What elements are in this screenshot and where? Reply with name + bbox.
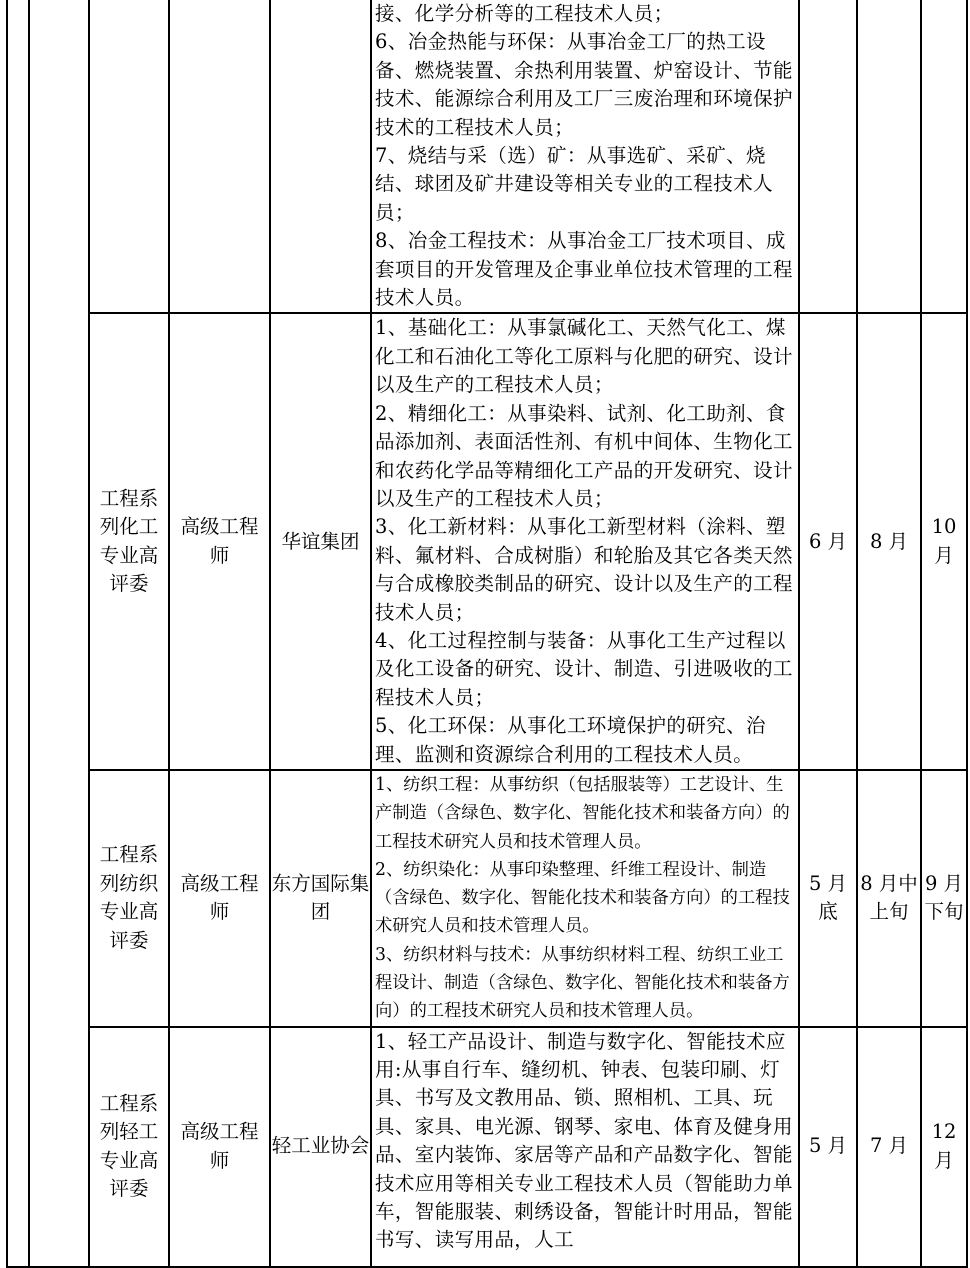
scope-cell <box>371 770 799 1027</box>
date-value: 上旬 <box>869 900 909 924</box>
scope-cell <box>371 313 799 770</box>
organizer-cell <box>270 0 371 313</box>
committee-name: 评委 <box>109 572 149 596</box>
date-value: 8 月中 <box>860 871 918 895</box>
organizer-cell <box>270 313 371 770</box>
committee-name: 工程系 <box>99 486 159 510</box>
title-level: 师 <box>209 543 230 567</box>
scope-item: 6、冶金热能与环保：从事冶金工厂的热工设备、燃烧装置、余热利用装置、炉窑设计、节能技术、能源综合利用及工厂三废治理和环境保护技术的工程技术人员； <box>375 30 793 139</box>
date-value: 下旬 <box>924 900 964 924</box>
date-value: 底 <box>818 900 838 924</box>
level-cell <box>169 1027 270 1267</box>
committee-cell <box>89 313 169 770</box>
committee-cell <box>89 1027 169 1267</box>
date-value: 12 月 <box>931 1120 957 1172</box>
date-value: 6 月 <box>808 529 848 553</box>
committee-name: 评委 <box>109 928 149 952</box>
date-cell <box>799 0 857 313</box>
committee-name: 列纺织 <box>99 871 159 895</box>
date-value: 7 月 <box>869 1134 909 1158</box>
committee-cell <box>89 0 169 313</box>
committee-name: 列轻工 <box>99 1120 159 1144</box>
organizer-name: 华谊集团 <box>281 529 360 553</box>
date-cell <box>857 0 921 313</box>
organizer-cell <box>270 1027 371 1267</box>
scope-cell <box>371 1027 799 1267</box>
date-cell <box>857 770 921 1027</box>
scope-item: 2、纺织染化：从事印染整理、纤维工程设计、制造（含绿色、数字化、智能化技术和装备方向）的工程技术研究人员和技术管理人员。 <box>375 859 790 937</box>
date-value: 9 月 <box>924 871 964 895</box>
table-row <box>7 313 967 770</box>
scope-item: 接、化学分析等的工程技术人员； <box>375 2 674 25</box>
scope-item: 2、精细化工：从事染料、试剂、化工助剂、食品添加剂、表面活性剂、有机中间体、生物化工和农药化学品等精细化工产品的开发研究、设计以及生产的工程技术人员； <box>375 401 793 510</box>
table-row <box>7 770 967 1027</box>
date-value: 8 月 <box>869 529 909 553</box>
committee-name: 专业高 <box>99 900 159 924</box>
title-level: 师 <box>209 1148 230 1172</box>
committee-name: 评委 <box>109 1177 149 1201</box>
date-cell <box>921 1027 967 1267</box>
scope-item: 5、化工环保：从事化工环境保护的研究、治理、监测和资源综合利用的工程技术人员。 <box>375 714 766 766</box>
date-cell <box>921 0 967 313</box>
title-level: 高级工程 <box>180 871 259 895</box>
committee-name: 专业高 <box>99 1148 159 1172</box>
table-row <box>7 1027 967 1267</box>
committee-cell <box>89 770 169 1027</box>
organizer-name: 东方国际集 <box>271 871 370 895</box>
table-row <box>7 0 967 313</box>
scope-item: 1、轻工产品设计、制造与数字化、智能技术应用:从事自行车、缝纫机、钟表、包装印刷、灯具、书写及文教用品、锁、照相机、工具、玩具、家具、电光源、钢琴、家电、体育及健身用品、室内装饰、家居等产品和产品数字化、智能技术应用等相关专业工程技术人员（智能助力单车，智能服装、刺绣设备，智能计时用品，智能书写、读写用品，人工 <box>375 1029 793 1252</box>
scope-item: 1、基础化工：从事氯碱化工、天然气化工、煤化工和石油化工等化工原料与化肥的研究、设计以及生产的工程技术人员； <box>375 316 793 397</box>
date-cell <box>799 1027 857 1267</box>
level-cell <box>169 0 270 313</box>
title-level: 高级工程 <box>180 515 259 539</box>
date-cell <box>799 770 857 1027</box>
level-cell <box>169 313 270 770</box>
scope-item: 4、化工过程控制与装备：从事化工生产过程以及化工设备的研究、设计、制造、引进吸收的工程技术人员； <box>375 628 793 709</box>
level-cell <box>169 770 270 1027</box>
organizer-cell <box>270 770 371 1027</box>
organizer-name: 团 <box>310 900 331 924</box>
date-cell <box>921 770 967 1027</box>
scope-item: 1、纺织工程：从事纺织（包括服装等）工艺设计、生产制造（含绿色、数字化、智能化技术和装备方向）的工程技术研究人员和技术管理人员。 <box>375 774 790 852</box>
organizer-name: 轻工业协会 <box>271 1134 370 1158</box>
committee-name: 专业高 <box>99 543 159 567</box>
category-cell <box>29 0 89 1267</box>
date-cell <box>799 313 857 770</box>
committee-name: 列化工 <box>99 515 159 539</box>
date-value: 10 月 <box>931 515 957 567</box>
title-level: 师 <box>209 900 230 924</box>
date-cell <box>857 313 921 770</box>
outer-margin-cell <box>7 0 29 1267</box>
title-level: 高级工程 <box>180 1120 259 1144</box>
committee-name: 工程系 <box>99 1091 159 1115</box>
scope-item: 3、化工新材料：从事化工新型材料（涂料、塑料、氟材料、合成树脂）和轮胎及其它各类天然与合成橡胶类制品的研究、设计以及生产的工程技术人员； <box>375 515 793 624</box>
committee-name: 工程系 <box>99 843 159 867</box>
date-cell <box>857 1027 921 1267</box>
date-value: 5 月 <box>808 871 848 895</box>
date-cell <box>921 313 967 770</box>
scope-cell <box>371 0 799 313</box>
scope-item: 3、纺织材料与技术：从事纺织材料工程、纺织工业工程设计、制造（含绿色、数字化、智能化技术和装备方向）的工程技术研究人员和技术管理人员。 <box>375 944 790 1022</box>
date-value: 5 月 <box>808 1134 848 1158</box>
review-schedule-table <box>6 0 968 1268</box>
scope-item: 7、烧结与采（选）矿：从事选矿、采矿、烧结、球团及矿井建设等相关专业的工程技术人员； <box>375 144 774 224</box>
scope-item: 8、冶金工程技术：从事冶金工厂技术项目、成套项目的开发管理及企事业单位技术管理的工程技术人员。 <box>375 229 793 310</box>
